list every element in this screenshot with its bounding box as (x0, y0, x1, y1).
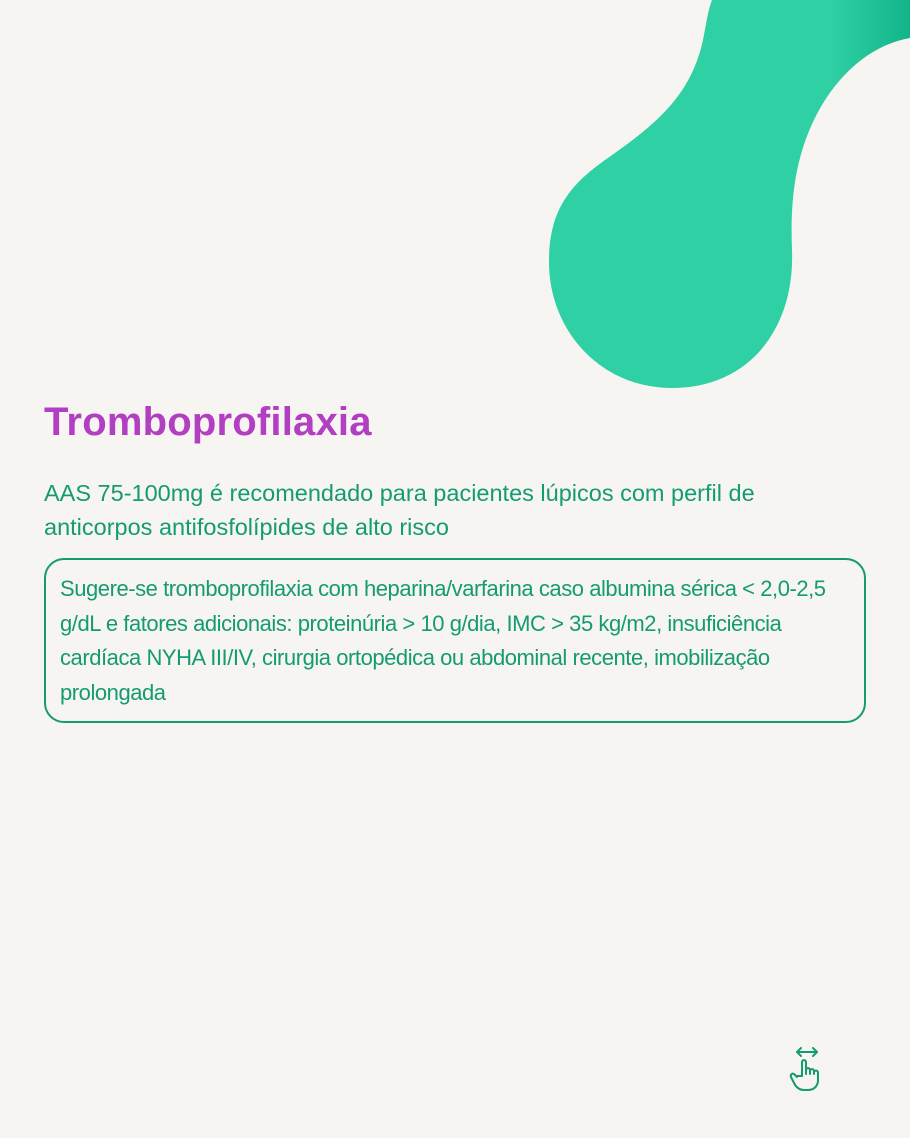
note-box (44, 558, 866, 723)
note-text: Sugere-se tromboprofilaxia com heparina/varfarina caso albumina sérica < 2,0-2,5 g/dL e fatores adicionais: proteinúria > 10 g/dia, IMC > 35 kg/m2, insuficiência cardíaca NYHA III/IV, cirurgia ortopédica ou abdominal recente, imobilização prolongada (60, 576, 826, 705)
subtitle-text: AAS 75-100mg é recomendado para pacientes lúpicos com perfil de anticorpos antifosfolípides de alto risco (44, 480, 755, 540)
swipe-hand-icon (784, 1046, 828, 1092)
blob-shape (549, 0, 910, 388)
blob-decoration (0, 0, 910, 400)
page-title: Tromboprofilaxia (44, 400, 372, 444)
